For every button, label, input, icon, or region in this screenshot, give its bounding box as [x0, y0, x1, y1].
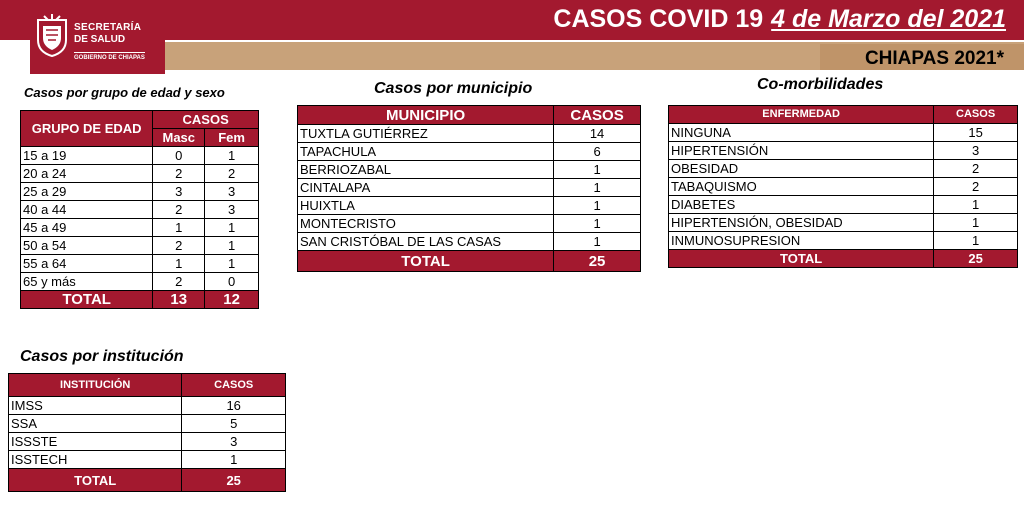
fem-cell: 0	[205, 273, 259, 291]
institution-row	[9, 415, 286, 433]
cases-cell: 1	[934, 196, 1018, 214]
age-row	[21, 255, 259, 273]
cases-cell: 1	[554, 179, 641, 197]
cases-cell: 1	[934, 232, 1018, 250]
fem-cell: 3	[205, 183, 259, 201]
report-date: 4 de Marzo del 2021	[771, 5, 1006, 33]
total-fem: 12	[205, 291, 259, 309]
age-sex-table	[20, 110, 259, 309]
cases-cell: 1	[934, 214, 1018, 232]
municipality-table	[297, 105, 641, 272]
age-group-cell: 40 a 44	[21, 201, 153, 219]
age-group-cell: 55 a 64	[21, 255, 153, 273]
comorbidity-table	[668, 105, 1018, 268]
disease-cell: HIPERTENSIÓN	[669, 142, 934, 160]
col-cases: CASOS	[182, 374, 286, 397]
age-group-cell: 65 y más	[21, 273, 153, 291]
municipality-row	[298, 197, 641, 215]
institution-row	[9, 451, 286, 469]
col-disease: ENFERMEDAD	[669, 106, 934, 124]
org-name-line3: GOBIERNO DE CHIAPAS	[74, 52, 145, 61]
municipality-cell: BERRIOZABAL	[298, 161, 554, 179]
municipality-cell: TAPACHULA	[298, 143, 554, 161]
health-secretariat-logo	[30, 8, 165, 74]
municipality-cell: MONTECRISTO	[298, 215, 554, 233]
comorbidity-row	[669, 232, 1018, 250]
comorbidity-row	[669, 178, 1018, 196]
institution-row	[9, 433, 286, 451]
comorbidity-row	[669, 196, 1018, 214]
disease-cell: DIABETES	[669, 196, 934, 214]
total-label: TOTAL	[669, 250, 934, 268]
age-row	[21, 273, 259, 291]
col-age-group: GRUPO DE EDAD	[21, 111, 153, 147]
institution-cell: SSA	[9, 415, 182, 433]
cases-cell: 1	[554, 161, 641, 179]
col-municipality: MUNICIPIO	[298, 106, 554, 125]
col-cases: CASOS	[934, 106, 1018, 124]
disease-cell: INMUNOSUPRESION	[669, 232, 934, 250]
age-row	[21, 237, 259, 255]
state-label: CHIAPAS 2021*	[864, 48, 1004, 69]
total-label: TOTAL	[298, 251, 554, 272]
page-title	[553, 5, 1006, 34]
col-institution: INSTITUCIÓN	[9, 374, 182, 397]
chiapas-seal-icon	[34, 12, 70, 58]
org-name-line2: DE SALUD	[74, 34, 126, 45]
cases-cell: 15	[934, 124, 1018, 142]
cases-cell: 1	[554, 233, 641, 251]
fem-cell: 1	[205, 255, 259, 273]
cases-cell: 1	[554, 215, 641, 233]
comorbidity-row	[669, 214, 1018, 232]
total-masc: 13	[153, 291, 205, 309]
comorbidity-row	[669, 124, 1018, 142]
cases-cell: 16	[182, 397, 286, 415]
total-value: 25	[182, 469, 286, 492]
age-row	[21, 219, 259, 237]
age-total-row	[21, 291, 259, 309]
col-fem: Fem	[205, 129, 259, 147]
cases-cell: 1	[554, 197, 641, 215]
masc-cell: 0	[153, 147, 205, 165]
municipality-row	[298, 215, 641, 233]
age-group-cell: 25 a 29	[21, 183, 153, 201]
age-group-cell: 50 a 54	[21, 237, 153, 255]
cases-cell: 2	[934, 160, 1018, 178]
masc-cell: 2	[153, 201, 205, 219]
total-value: 25	[934, 250, 1018, 268]
cases-cell: 3	[182, 433, 286, 451]
municipality-cell: SAN CRISTÓBAL DE LAS CASAS	[298, 233, 554, 251]
disease-cell: HIPERTENSIÓN, OBESIDAD	[669, 214, 934, 232]
age-group-cell: 45 a 49	[21, 219, 153, 237]
title-text: CASOS COVID 19	[553, 5, 764, 33]
total-value: 25	[554, 251, 641, 272]
institution-cell: ISSSTE	[9, 433, 182, 451]
fem-cell: 1	[205, 237, 259, 255]
age-section-title: Casos por grupo de edad y sexo	[24, 85, 225, 100]
municipality-row	[298, 161, 641, 179]
institution-row	[9, 397, 286, 415]
org-name-line1: SECRETARÍA	[74, 22, 142, 33]
municipality-row	[298, 125, 641, 143]
municipality-cell: TUXTLA GUTIÉRREZ	[298, 125, 554, 143]
disease-cell: OBESIDAD	[669, 160, 934, 178]
comorbidity-total-row	[669, 250, 1018, 268]
total-label: TOTAL	[21, 291, 153, 309]
cases-cell: 3	[934, 142, 1018, 160]
comorbidity-section-title: Co-morbilidades	[757, 76, 884, 93]
masc-cell: 1	[153, 219, 205, 237]
age-row	[21, 201, 259, 219]
age-row	[21, 183, 259, 201]
cases-cell: 2	[934, 178, 1018, 196]
comorbidity-row	[669, 160, 1018, 178]
disease-cell: TABAQUISMO	[669, 178, 934, 196]
institution-section-title: Casos por institución	[20, 348, 184, 365]
masc-cell: 2	[153, 273, 205, 291]
age-group-cell: 20 a 24	[21, 165, 153, 183]
fem-cell: 1	[205, 219, 259, 237]
municipality-cell: HUIXTLA	[298, 197, 554, 215]
col-cases: CASOS	[554, 106, 641, 125]
comorbidity-row	[669, 142, 1018, 160]
municipality-row	[298, 233, 641, 251]
masc-cell: 1	[153, 255, 205, 273]
institution-total-row	[9, 469, 286, 492]
municipality-total-row	[298, 251, 641, 272]
municipality-cell: CINTALAPA	[298, 179, 554, 197]
total-label: TOTAL	[9, 469, 182, 492]
municipality-section-title: Casos por municipio	[374, 80, 533, 97]
masc-cell: 3	[153, 183, 205, 201]
institution-cell: ISSTECH	[9, 451, 182, 469]
institution-table	[8, 373, 286, 492]
fem-cell: 3	[205, 201, 259, 219]
masc-cell: 2	[153, 237, 205, 255]
municipality-row	[298, 179, 641, 197]
municipality-row	[298, 143, 641, 161]
age-row	[21, 147, 259, 165]
institution-cell: IMSS	[9, 397, 182, 415]
fem-cell: 1	[205, 147, 259, 165]
age-group-cell: 15 a 19	[21, 147, 153, 165]
cases-cell: 6	[554, 143, 641, 161]
cases-cell: 1	[182, 451, 286, 469]
age-row	[21, 165, 259, 183]
disease-cell: NINGUNA	[669, 124, 934, 142]
col-cases: CASOS	[153, 111, 259, 129]
col-masc: Masc	[153, 129, 205, 147]
cases-cell: 14	[554, 125, 641, 143]
fem-cell: 2	[205, 165, 259, 183]
masc-cell: 2	[153, 165, 205, 183]
cases-cell: 5	[182, 415, 286, 433]
